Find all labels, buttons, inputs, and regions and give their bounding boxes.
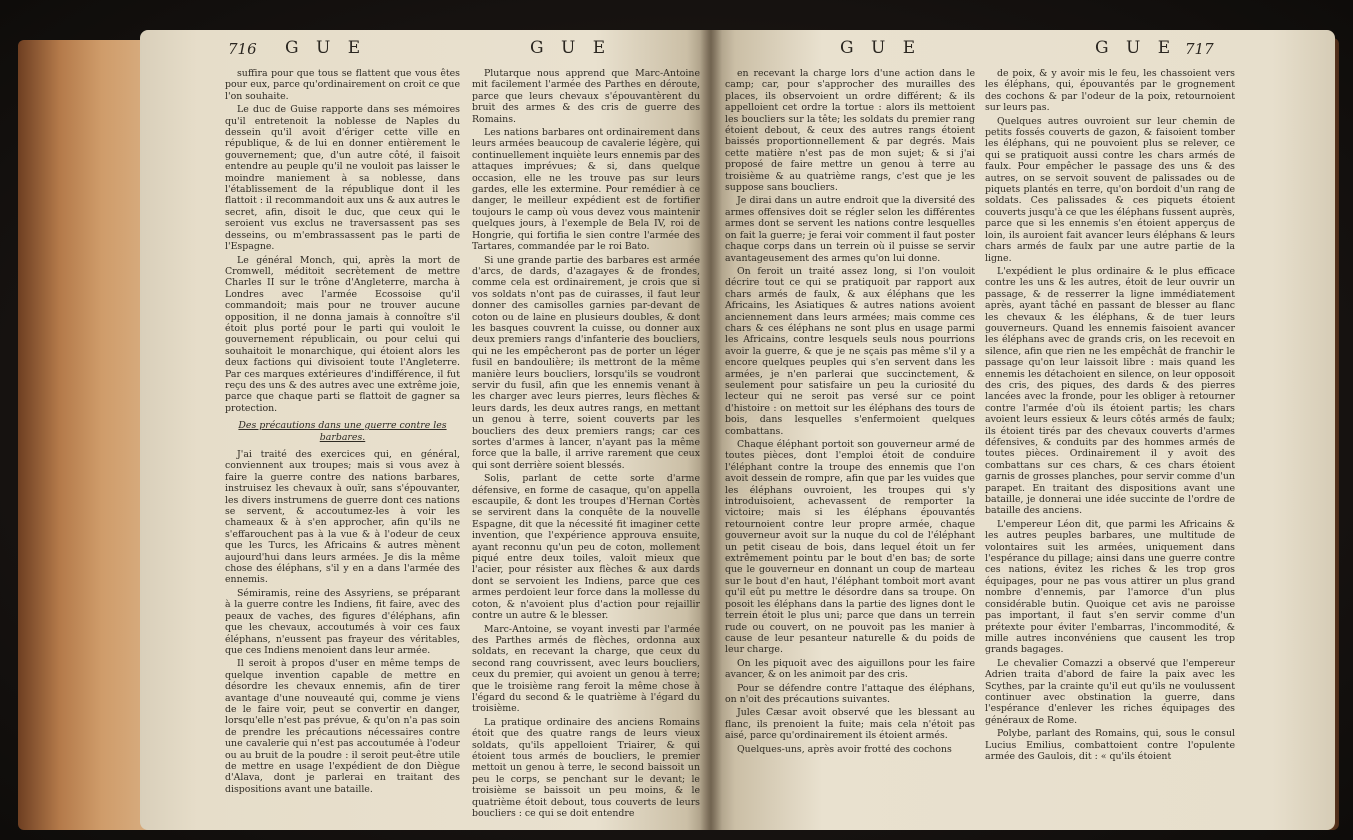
paragraph: suffira pour que tous se flattent que vous êtes pour eux, parce qu'ordinairement on croit ce que l'on souhaite. <box>225 68 460 102</box>
book-gutter <box>700 30 722 830</box>
paragraph: Le général Monch, qui, après la mort de Cromwell, méditoit secrètement de mettre Charles II sur le trône d'Angleterre, marcha à Londres avec l'armée Ecossoise qu'il commandoit; mais pour ne trouver aucune opposition, il ne donna jamais à connoître s'il étoit plus porté pour le parti qui vouloit le gouvernement républicain, ou pour celui qui souhaitoit le monarchique, qui étoient alors les deux factions qui divisoient toute l'Angleterre. Par ces marques extérieures d'indifférence, il fut reçu des uns & des autres avec une extrême joie, parce que chaque parti se flattoit de gagner sa protection. <box>225 254 460 414</box>
paragraph: en recevant la charge lors d'une action dans le camp; car, pour s'approcher des murailles des places, ils observoient un ordre différent; & ils appelloient cet ordre la tortue : alors ils mettoient les boucliers sur la tête; les soldats du premier rang étoient debout, & ceux des autres rangs étoient baissés proportionnellement & par degrés. Mais cette matière n'est pas de mon sujet; & si j'ai proposé de faire mettre un genou à terre au troisième & au quatrième rangs, c'est que je les suppose sans boucliers. <box>725 68 975 194</box>
right-col2-header: G U E <box>1095 38 1177 58</box>
right-column-1 <box>725 68 975 768</box>
right-col1-header: G U E <box>840 38 922 58</box>
paragraph: Je dirai dans un autre endroit que la diversité des armes offensives doit se régler selon les différentes armes dont se servent les nations contre lesquelles on fait la guerre; je ferai voir comment il faut poster chaque corps dans un terrein où il puisse se servir avantageusement des armes qu'on lui donne. <box>725 195 975 264</box>
left-page-number: 716 <box>228 40 257 58</box>
section-heading: Des précautions dans une guerre contre les barbares. <box>238 420 447 443</box>
paragraph: Si une grande partie des barbares est armée d'arcs, de dards, d'azagayes & de frondes, comme cela est ordinairement, je crois que si vos soldats n'ont pas de cuirasses, il faut leur donner des camisolles garnies par-devant de coton ou de laine en plusieurs doubles, & dont les basques couvrent la cuisse, ou donner aux deux premiers rangs d'infanterie des boucliers, qui ne les empêcheront pas de porter un léger fusil en bandoulière; ils mettront de la même manière leurs boucliers, lorsqu'ils se voudront servir du fusil, afin que les ennemis venant à les charger avec leurs pierres, leurs flèches & leurs dards, les deux autres rangs, en mettant un genou à terre, soient couverts par les boucliers des deux premiers rangs; car ces sortes d'armes à lancer, n'ayant pas la même force que la balle, il arrive rarement que ceux qui sont derrière soient blessés. <box>472 254 700 471</box>
paragraph: L'empereur Léon dit, que parmi les Africains & les autres peuples barbares, une multitude de volontaires suit les armées, uniquement dans l'espérance du pillage; ainsi dans une guerre contre ces nations, évitez les riches & les trop gros équipages, pour ne pas vous attirer un plus grand nombre d'ennemis, par l'amorce d'un plus considérable butin. Quoique cet avis ne paroisse pas important, il faut s'en servir comme d'un prétexte pour éviter l'embarras, l'incommodité, & mille autres inconvéniens que causent les trop grands bagages. <box>985 518 1235 656</box>
paragraph: Jules Cæsar avoit observé que les blessant au flanc, ils prenoient la fuite; mais cela n'étoit pas aisé, parce qu'ordinairement ils étoient armés. <box>725 707 975 742</box>
paragraph: J'ai traité des exercices qui, en général, conviennent aux troupes; mais si vous avez à faire la guerre contre des nations barbares, instruisez les chevaux à ouïr, sans s'épouvanter, les divers instrumens de guerre dont ces nations se servent, & accoutumez-les à voir les chameaux & à s'en approcher, afin qu'ils ne s'effarouchent pas à la vue & à l'odeur de ceux que les Turcs, les Africains & autres mènent aujourd'hui dans leurs armées. Je dis la même chose des éléphans, s'il y en a dans l'armée des ennemis. <box>225 449 460 586</box>
paragraph: Le duc de Guise rapporte dans ses mémoires qu'il entretenoit la noblesse de Naples du dessein qu'il avoit d'ériger cette ville en république, & de lui en donner entièrement le gouvernement; que, d'un autre côté, il faisoit entendre au peuple qu'il ne vouloit pas laisser le moindre maniement à sa noblesse, dans l'établissement de la république dont il les flattoit : il recommandoit aux uns & aux autres le secret, afin, disoit le duc, que ceux qui le seroient vus exclus ne traversassent pas ses desseins, ou m'embrassassent pas le parti de l'Espagne. <box>225 104 460 253</box>
paragraph: Chaque éléphant portoit son gouverneur armé de toutes pièces, dont l'emploi étoit de conduire l'éléphant contre la troupe des ennemis que l'on avoit dessein de rompre, afin que par les vuides que les éléphans ouvroient, les troupes qui s'y introduisoient, achevassent de remporter la victoire; mais si les éléphans épouvantés retournoient contre leur propre armée, chaque gouverneur avoit sur la nuque du col de l'éléphant un petit ciseau de bois, dans lequel étoit un fer extrêmement pointu par le bout d'en bas; de sorte que le gouverneur en donnant un coup de marteau sur le bout d'en haut, l'éléphant tomboit mort avant qu'il eût pu mettre le désordre dans sa troupe. On posoit les éléphans dans la partie des lignes dont le terrein étoit le plus uni; parce que dans un terrein rude ou couvert, on ne pouvoit pas les manier à cause de leur pesanteur naturelle & du poids de leur charge. <box>725 439 975 656</box>
paragraph: Quelques-uns, après avoir frotté des cochons <box>737 743 952 755</box>
paragraph: On feroit un traité assez long, si l'on vouloit décrire tout ce qui se pratiquoit par rapport aux chars armés de faulx, & aux éléphans que les Africains, les Asiatiques & autres nations avoient anciennement dans leurs armées; mais comme ces chars & ces éléphans ne sont plus en usage parmi les Africains, contre lesquels seuls nous pourrions avoir la guerre, & que je ne sçais pas même s'il y a encore quelques peuples qui s'en servent dans les armées, je n'en parlerai que succinctement, & seulement pour satisfaire un peu la curiosité du lecteur qui ne seroit pas versé sur ce point d'histoire : on mettoit sur les éléphans des tours de bois, dans lesquelles s'enfermoient quelques combattans. <box>725 265 975 437</box>
paragraph: Solis, parlant de cette sorte d'arme défensive, en forme de casaque, qu'on appella escaupile, & dont les troupes d'Hernan Cortès se servirent dans la conquête de la nouvelle Espagne, dit que la nécessité fit imaginer cette invention, que l'expérience approuva ensuite, ayant reconnu qu'un peu de coton, mollement piqué entre deux toiles, valoit mieux que l'acier, pour résister aux flèches & aux dards dont se servoient les Indiens, parce que ces armes perdoient leur force dans la mollesse du coton, & n'avoient plus d'action pour rejaillir contre un autre & le blesser. <box>472 473 700 622</box>
paragraph: Quelques autres ouvroient sur leur chemin de petits fossés couverts de gazon, & faisoient tomber les éléphans, qui ne pouvoient plus se relever, ce qui se pratiquoit aussi contre les chars armés de faulx. Pour empêcher le passage des uns & des autres, on se servoit souvent de palissades ou de piquets plantés en terre, qu'on bordoit d'un rang de soldats. Ces palissades & ces piquets étoient couverts jusqu'à ce que les éléphans fussent auprès, parce que si les ennemis s'en étoient apperçus de loin, ils auroient fait avancer leurs éléphans & leurs chars armés de faulx par une autre partie de la ligne. <box>985 115 1235 264</box>
paragraph: L'expédient le plus ordinaire & le plus efficace contre les uns & les autres, étoit de leur ouvrir un passage, & de resserrer la ligne immédiatement après, ayant tâché en passant de blesser au flanc les chevaux & les éléphans, & de tuer leurs gouverneurs. Quand les ennemis faisoient avancer les éléphans avec de grands cris, on les recevoit en silence, afin que rien ne les empêchât de franchir le passage qu'on leur laissoit libre : mais quand les ennemis les détachoient en silence, on leur opposoit des cris, des piques, des dards & des pierres lancées avec la fronde, pour les obliger à retourner contre l'armée d'où ils étoient partis; les chars avoient leurs essieux & leurs côtés armés de faulx; ils étoient tirés par des chevaux couverts d'armes défensives, & conduits par des hommes armés de toutes pièces. Ordinairement il y avoit des combattans sur ces chars, & ces chars étoient garnis de grosses planches, pour servir comme d'un parapet. En traitant des dispositions avant une bataille, je donnerai une idée succinte de l'ordre de bataille des anciens. <box>985 265 1235 517</box>
paragraph: Les nations barbares ont ordinairement dans leurs armées beaucoup de cavalerie légère, qui continuellement inquiète leurs ennemis par des attaques imprévues; & si, dans quelque occasion, elle ne les trouve pas sur leurs gardes, elle les extermine. Pour remédier à ce danger, le meilleur expédient est de fortifier toujours le camp où vous devez vous maintenir quelques jours, à l'exemple de Bela IV, roi de Hongrie, qui fortifia le sien contre l'armée des Tartares, commandée par le roi Bato. <box>472 127 700 253</box>
paragraph: Pour se défendre contre l'attaque des éléphans, on n'oit des précautions suivantes. <box>725 682 975 705</box>
paragraph: Plutarque nous apprend que Marc-Antoine mit facilement l'armée des Parthes en déroute, parce que leurs chevaux s'épouvantèrent du bruit des armes & des cris de guerre des Romains. <box>472 68 700 125</box>
paragraph: Le chevalier Comazzi a observé que l'empereur Adrien traita d'abord de faire la paix avec les Scythes, par la crainte qu'il eut qu'ils ne voulussent continuer avec obstination la guerre, dans l'espérance d'enlever les riches équipages des généraux de Rome. <box>985 657 1235 726</box>
right-page-number: 717 <box>1185 40 1214 58</box>
page-edges-left <box>18 40 158 830</box>
left-col2-header: G U E <box>530 38 612 58</box>
paragraph: de poix, & y avoir mis le feu, les chassoient vers les éléphans, qui, épouvantés par le grognement des cochons & par l'odeur de la poix, retournoient sur leurs pas. <box>985 68 1235 114</box>
paragraph: Sémiramis, reine des Assyriens, se préparant à la guerre contre les Indiens, fit faire, avec des peaux de vaches, des figures d'éléphans, afin que les chevaux, accoutumés à voir ces faux éléphans, n'eussent pas frayeur des véritables, que ces Indiens menoient dans leur armée. <box>225 587 460 656</box>
paragraph: Polybe, parlant des Romains, qui, sous le consul Lucius Emilius, combattoient contre l'opulente armée des Gaulois, dit : « qu'ils étoient <box>985 728 1235 762</box>
right-column-2 <box>985 68 1235 768</box>
paragraph: Marc-Antoine, se voyant investi par l'armée des Parthes armés de flèches, ordonna aux soldats, en recevant la charge, que ceux du second rang couvrissent, avec leurs boucliers, ceux du premier, qui avoient un genou à terre; que le troisième rang feroit la même chose à l'égard du second & le quatrième à l'égard du troisième. <box>472 623 700 715</box>
left-column-2 <box>472 68 700 819</box>
left-col1-header: G U E <box>285 38 367 58</box>
paragraph: On les piquoit avec des aiguillons pour les faire avancer, & on les animoit par des cris. <box>725 657 975 681</box>
paragraph: Il seroit à propos d'user en même temps de quelque invention capable de mettre en désordre les chevaux ennemis, afin de tirer avantage d'une nouveauté qui, comme je viens de le faire voir, peut se convertir en danger, lorsqu'elle n'est pas prévue, & qu'on n'a pas soin de prendre les précautions nécessaires contre une cavalerie qui n'est pas accoutumée à l'odeur ou au bruit de la poudre : il seroit peut-être utile de mettre en usage l'expédient de don Diègue d'Alava, dont je parlerai en traitant des dispositions avant une bataille. <box>225 658 460 795</box>
left-column-1 <box>225 68 460 795</box>
paragraph: La pratique ordinaire des anciens Romains étoit que des quatre rangs de leurs vieux soldats, qu'ils appelloient Triairer, & qui étoient tous armés de boucliers, le premier mettoit un genou à terre, le second baissoit un peu le corps, se penchant sur le devant; le troisième se baissoit un peu moins, & le quatrième étoit debout, tous couverts de leurs boucliers : ce qui se doit entendre <box>472 716 700 819</box>
